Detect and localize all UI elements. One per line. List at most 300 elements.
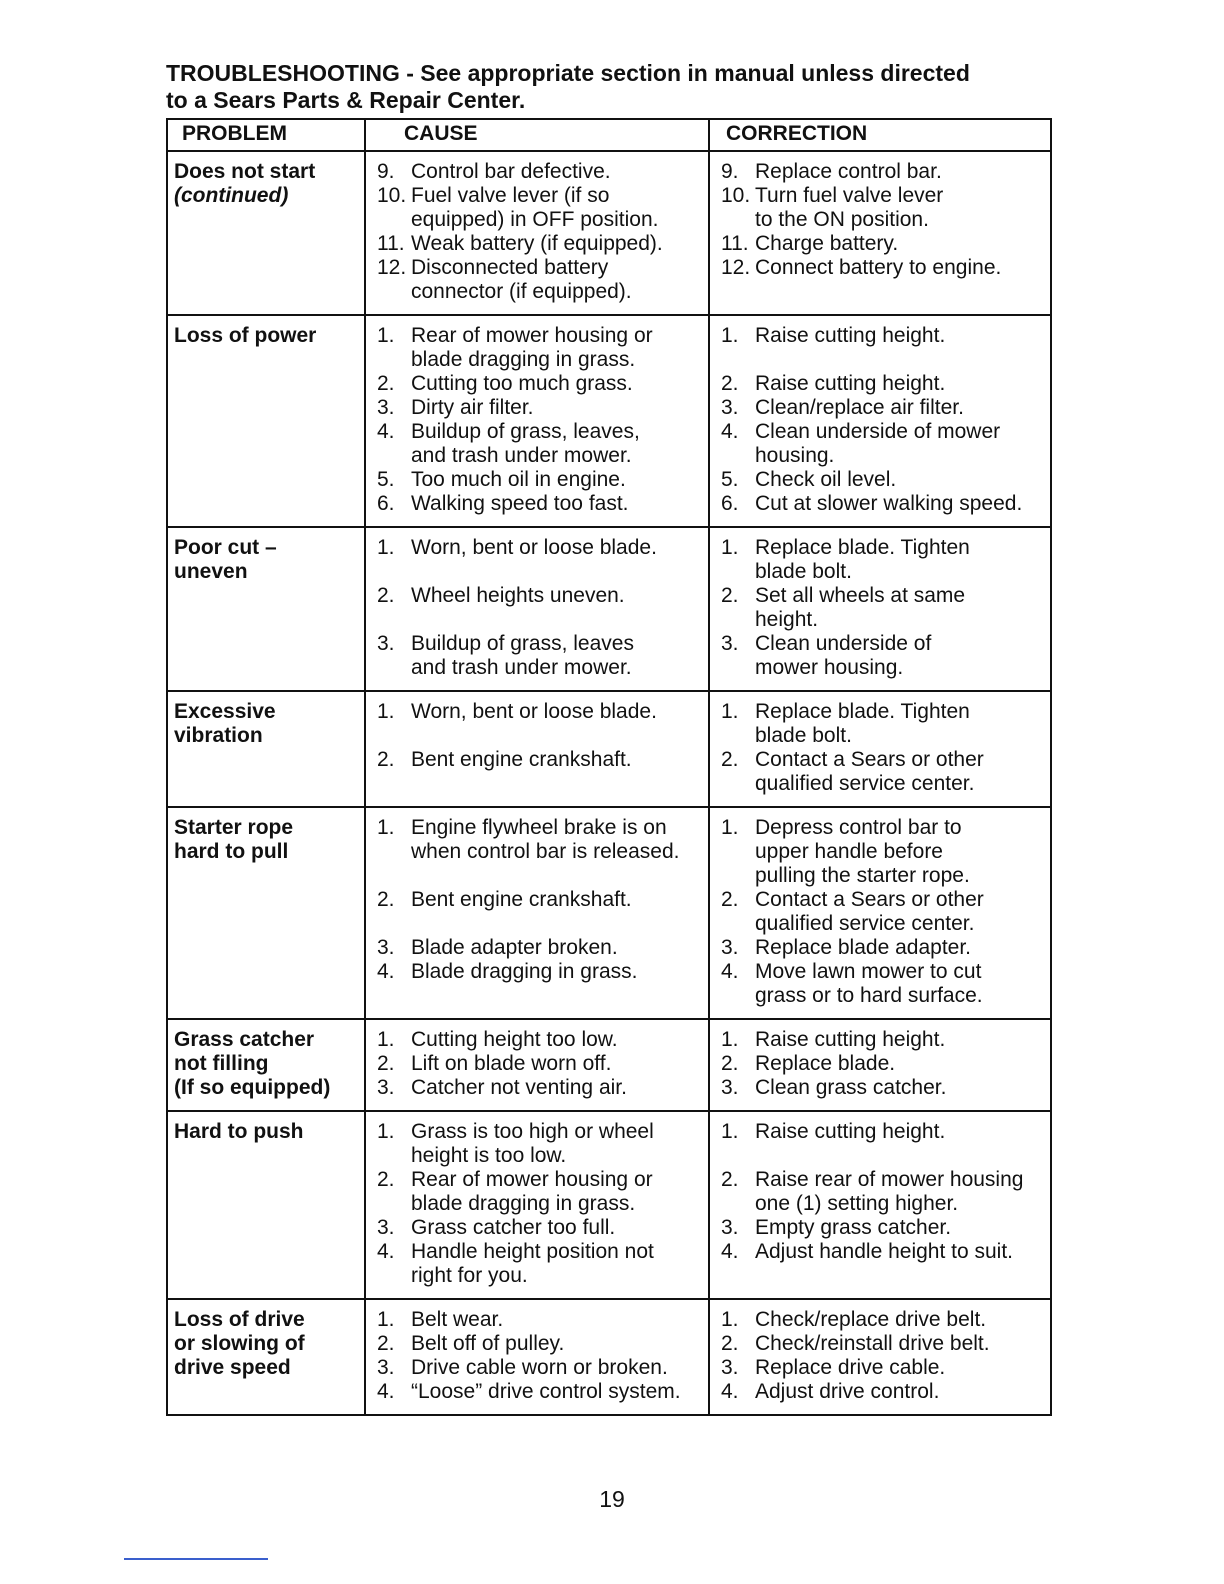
cause-number: 4. — [377, 1240, 395, 1263]
cause-item — [372, 372, 704, 396]
correction-text-line: Replace blade adapter. — [755, 936, 971, 959]
cause-number: 3. — [377, 936, 395, 959]
cause-cell — [365, 1299, 709, 1415]
cause-text — [411, 816, 704, 864]
correction-number: 3. — [721, 936, 739, 959]
cause-text-line: Too much oil in engine. — [411, 468, 626, 491]
cause-cell — [365, 315, 709, 527]
cause-item — [372, 748, 704, 772]
correction-cell — [709, 315, 1051, 527]
cause-text-line: blade dragging in grass. — [411, 1192, 636, 1215]
correction-text-line: Clean grass catcher. — [755, 1076, 947, 1099]
correction-number: 1. — [721, 1028, 739, 1051]
correction-text-line: Replace blade. Tighten — [755, 700, 970, 723]
cause-item — [372, 396, 704, 420]
cause-text — [411, 468, 704, 492]
table-body — [167, 151, 1051, 1415]
cause-text-line: and trash under mower. — [411, 444, 632, 467]
spacer — [372, 560, 704, 584]
correction-text-line: Contact a Sears or other — [755, 748, 984, 771]
problem-line: Grass catcher — [174, 1028, 315, 1051]
correction-number: 3. — [721, 1216, 739, 1239]
correction-item — [716, 1356, 1046, 1380]
correction-text — [755, 256, 1046, 280]
correction-number: 10. — [721, 184, 751, 207]
correction-text-line: Clean underside of mower — [755, 420, 1001, 443]
correction-number: 4. — [721, 420, 739, 443]
cause-cell — [365, 691, 709, 807]
correction-number: 2. — [721, 372, 739, 395]
correction-text — [755, 1308, 1046, 1332]
cause-text-line: “Loose” drive control system. — [411, 1380, 681, 1403]
correction-item — [716, 1216, 1046, 1240]
correction-text-line: Replace control bar. — [755, 160, 942, 183]
correction-number: 3. — [721, 396, 739, 419]
cause-number: 4. — [377, 420, 395, 443]
correction-item — [716, 816, 1046, 888]
cause-text-line: height is too low. — [411, 1144, 567, 1167]
problem-line: (If so equipped) — [174, 1076, 331, 1099]
cause-number: 11. — [377, 232, 405, 255]
cause-number: 4. — [377, 960, 395, 983]
correction-number: 3. — [721, 632, 739, 655]
cause-text-line: Catcher not venting air. — [411, 1076, 627, 1099]
cause-text-line: right for you. — [411, 1264, 528, 1287]
cause-text-line: equipped) in OFF position. — [411, 208, 659, 231]
cause-number: 3. — [377, 1076, 395, 1099]
cause-number: 2. — [377, 888, 395, 911]
cause-text-line: Cutting height too low. — [411, 1028, 618, 1051]
header-cause: CAUSE — [365, 119, 709, 151]
cause-number: 5. — [377, 468, 395, 491]
correction-item — [716, 492, 1046, 516]
correction-item — [716, 1240, 1046, 1264]
page-title — [166, 60, 1066, 114]
correction-text-line: mower housing. — [755, 656, 904, 679]
correction-text-line: blade bolt. — [755, 724, 852, 747]
title-line-1: TROUBLESHOOTING - See appropriate section in manual unless directed — [166, 60, 970, 86]
correction-text — [755, 1168, 1046, 1216]
correction-item — [716, 960, 1046, 1008]
cause-text-line: Belt wear. — [411, 1308, 504, 1331]
spacer — [372, 608, 704, 632]
cause-item — [372, 1356, 704, 1380]
correction-number: 4. — [721, 960, 739, 983]
cause-text-line: Cutting too much grass. — [411, 372, 633, 395]
correction-text-line: Raise cutting height. — [755, 324, 946, 347]
correction-number: 2. — [721, 1332, 739, 1355]
cause-text-line: Blade dragging in grass. — [411, 960, 638, 983]
correction-text — [755, 468, 1046, 492]
cause-number: 3. — [377, 1356, 395, 1379]
cause-item — [372, 1168, 704, 1216]
cause-text — [411, 1356, 704, 1380]
cause-item — [372, 1028, 704, 1052]
correction-text-line: upper handle before — [755, 840, 943, 863]
correction-text-line: Clean underside of — [755, 632, 932, 655]
problem-line: Poor cut – — [174, 536, 277, 559]
correction-number: 1. — [721, 700, 739, 723]
cause-item — [372, 184, 704, 232]
cause-text — [411, 492, 704, 516]
table-header-row — [167, 119, 1051, 151]
problem-line: uneven — [174, 560, 248, 583]
cause-item — [372, 420, 704, 468]
problem-line: hard to pull — [174, 840, 289, 863]
correction-text — [755, 1120, 1046, 1144]
table-row — [167, 1019, 1051, 1111]
correction-text — [755, 1332, 1046, 1356]
cause-text — [411, 936, 704, 960]
cause-cell — [365, 1111, 709, 1299]
cause-text-line: Rear of mower housing or — [411, 324, 653, 347]
cause-text-line: when control bar is released. — [411, 840, 680, 863]
correction-number: 4. — [721, 1380, 739, 1403]
correction-cell — [709, 1019, 1051, 1111]
cause-item — [372, 324, 704, 372]
cause-item — [372, 1120, 704, 1168]
correction-text — [755, 1380, 1046, 1404]
correction-text-line: Replace blade. Tighten — [755, 536, 970, 559]
spacer — [372, 724, 704, 748]
correction-text-line: Check/reinstall drive belt. — [755, 1332, 990, 1355]
correction-text-line: Adjust drive control. — [755, 1380, 940, 1403]
correction-item — [716, 1028, 1046, 1052]
correction-number: 2. — [721, 748, 739, 771]
correction-number: 1. — [721, 536, 739, 559]
table-row — [167, 315, 1051, 527]
correction-text-line: Raise cutting height. — [755, 372, 946, 395]
correction-item — [716, 184, 1046, 232]
table-row — [167, 1111, 1051, 1299]
cause-number: 3. — [377, 396, 395, 419]
correction-cell — [709, 151, 1051, 315]
cause-number: 1. — [377, 1308, 395, 1331]
cause-text — [411, 1240, 704, 1288]
cause-item — [372, 536, 704, 560]
cause-item — [372, 256, 704, 304]
correction-item — [716, 584, 1046, 632]
cause-text — [411, 960, 704, 984]
cause-text — [411, 1052, 704, 1076]
cause-item — [372, 584, 704, 608]
cause-cell — [365, 527, 709, 691]
correction-text — [755, 632, 1046, 680]
correction-text — [755, 1076, 1046, 1100]
correction-text — [755, 160, 1046, 184]
correction-text-line: Raise cutting height. — [755, 1028, 946, 1051]
cause-text — [411, 536, 704, 560]
correction-text — [755, 936, 1046, 960]
correction-item — [716, 536, 1046, 584]
cause-text-line: Fuel valve lever (if so — [411, 184, 610, 207]
cause-text-line: Weak battery (if equipped). — [411, 232, 663, 255]
correction-text-line: qualified service center. — [755, 772, 975, 795]
problem-line: Loss of drive — [174, 1308, 305, 1331]
correction-number: 11. — [721, 232, 749, 255]
cause-text — [411, 632, 704, 680]
cause-number: 2. — [377, 1168, 395, 1191]
correction-text — [755, 1052, 1046, 1076]
correction-text-line: Set all wheels at same — [755, 584, 966, 607]
cause-item — [372, 632, 704, 680]
correction-number: 2. — [721, 584, 739, 607]
cause-text-line: Buildup of grass, leaves, — [411, 420, 640, 443]
cause-number: 12. — [377, 256, 407, 279]
correction-text-line: Raise rear of mower housing — [755, 1168, 1024, 1191]
correction-text — [755, 888, 1046, 936]
cause-number: 10. — [377, 184, 407, 207]
cause-number: 6. — [377, 492, 395, 515]
correction-item — [716, 372, 1046, 396]
cause-item — [372, 960, 704, 984]
cause-item — [372, 1332, 704, 1356]
cause-text-line: Bent engine crankshaft. — [411, 748, 632, 771]
cause-text — [411, 1332, 704, 1356]
correction-text-line: grass or to hard surface. — [755, 984, 983, 1007]
correction-text — [755, 1028, 1046, 1052]
spacer — [716, 1144, 1046, 1168]
cause-text — [411, 396, 704, 420]
correction-text-line: Move lawn mower to cut — [755, 960, 982, 983]
correction-item — [716, 700, 1046, 748]
cause-text-line: Walking speed too fast. — [411, 492, 629, 515]
cause-text-line: connector (if equipped). — [411, 280, 632, 303]
correction-text — [755, 324, 1046, 348]
cause-text — [411, 1308, 704, 1332]
cause-item — [372, 1308, 704, 1332]
cause-item — [372, 1380, 704, 1404]
cause-text — [411, 372, 704, 396]
correction-text-line: Check oil level. — [755, 468, 897, 491]
problem-line: vibration — [174, 724, 263, 747]
correction-item — [716, 420, 1046, 468]
problem-line: Excessive — [174, 700, 276, 723]
problem-cell — [167, 527, 365, 691]
problem-cell — [167, 315, 365, 527]
cause-number: 1. — [377, 700, 395, 723]
cause-number: 9. — [377, 160, 395, 183]
cause-number: 1. — [377, 1120, 395, 1143]
cause-cell — [365, 151, 709, 315]
cause-item — [372, 1076, 704, 1100]
page-number: 19 — [599, 1486, 625, 1512]
correction-text — [755, 584, 1046, 632]
correction-item — [716, 396, 1046, 420]
correction-item — [716, 888, 1046, 936]
correction-text-line: Adjust handle height to suit. — [755, 1240, 1014, 1263]
correction-number: 1. — [721, 324, 739, 347]
correction-text — [755, 184, 1046, 232]
correction-number: 1. — [721, 816, 739, 839]
cause-item — [372, 468, 704, 492]
correction-text-line: pulling the starter rope. — [755, 864, 970, 887]
correction-text — [755, 1240, 1046, 1264]
correction-item — [716, 936, 1046, 960]
correction-cell — [709, 1299, 1051, 1415]
cause-item — [372, 700, 704, 724]
correction-item — [716, 1380, 1046, 1404]
correction-text-line: Depress control bar to — [755, 816, 962, 839]
cause-text-line: Lift on blade worn off. — [411, 1052, 612, 1075]
cause-text-line: Engine flywheel brake is on — [411, 816, 667, 839]
problem-cell — [167, 151, 365, 315]
header-problem: PROBLEM — [167, 119, 365, 151]
cause-number: 1. — [377, 816, 395, 839]
correction-number: 9. — [721, 160, 739, 183]
cause-item — [372, 492, 704, 516]
spacer — [372, 912, 704, 936]
correction-text — [755, 1216, 1046, 1240]
cause-text-line: Grass is too high or wheel — [411, 1120, 654, 1143]
cause-text — [411, 184, 704, 232]
correction-text-line: Contact a Sears or other — [755, 888, 984, 911]
correction-text-line: qualified service center. — [755, 912, 975, 935]
cause-text-line: Disconnected battery — [411, 256, 609, 279]
problem-line: Loss of power — [174, 324, 317, 347]
table-row — [167, 1299, 1051, 1415]
cause-number: 2. — [377, 372, 395, 395]
troubleshooting-table — [166, 118, 1052, 1416]
cause-number: 3. — [377, 632, 395, 655]
cause-text-line: Handle height position not — [411, 1240, 654, 1263]
cause-number: 1. — [377, 324, 395, 347]
cause-item — [372, 1216, 704, 1240]
correction-number: 3. — [721, 1356, 739, 1379]
correction-number: 2. — [721, 1168, 739, 1191]
correction-item — [716, 1332, 1046, 1356]
correction-text — [755, 536, 1046, 584]
cause-cell — [365, 807, 709, 1019]
correction-text — [755, 372, 1046, 396]
cause-number: 2. — [377, 748, 395, 771]
cause-text-line: Wheel heights uneven. — [411, 584, 625, 607]
correction-cell — [709, 527, 1051, 691]
title-line-2: to a Sears Parts & Repair Center. — [166, 87, 526, 113]
problem-cell — [167, 807, 365, 1019]
cause-item — [372, 160, 704, 184]
cause-text-line: Bent engine crankshaft. — [411, 888, 632, 911]
correction-item — [716, 632, 1046, 680]
cause-text-line: Control bar defective. — [411, 160, 611, 183]
correction-text-line: to the ON position. — [755, 208, 929, 231]
correction-text — [755, 492, 1046, 516]
cause-number: 3. — [377, 1216, 395, 1239]
correction-number: 5. — [721, 468, 739, 491]
footer-rule — [124, 1558, 268, 1560]
cause-text — [411, 1216, 704, 1240]
correction-number: 4. — [721, 1240, 739, 1263]
cause-item — [372, 1240, 704, 1288]
correction-text-line: one (1) setting higher. — [755, 1192, 959, 1215]
correction-item — [716, 1076, 1046, 1100]
correction-text-line: Cut at slower walking speed. — [755, 492, 1023, 515]
table-row — [167, 691, 1051, 807]
cause-item — [372, 816, 704, 864]
correction-text-line: Replace drive cable. — [755, 1356, 946, 1379]
correction-item — [716, 160, 1046, 184]
cause-text-line: Rear of mower housing or — [411, 1168, 653, 1191]
cause-text — [411, 1380, 704, 1404]
problem-line: (continued) — [174, 184, 289, 207]
problem-cell — [167, 1111, 365, 1299]
correction-cell — [709, 1111, 1051, 1299]
correction-number: 12. — [721, 256, 751, 279]
problem-line: or slowing of — [174, 1332, 305, 1355]
cause-text-line: Buildup of grass, leaves — [411, 632, 634, 655]
table-row — [167, 527, 1051, 691]
cause-text-line: Drive cable worn or broken. — [411, 1356, 668, 1379]
cause-text-line: Blade adapter broken. — [411, 936, 618, 959]
correction-text — [755, 1356, 1046, 1380]
correction-text-line: Clean/replace air filter. — [755, 396, 964, 419]
cause-text — [411, 256, 704, 304]
correction-cell — [709, 807, 1051, 1019]
cause-text — [411, 324, 704, 372]
cause-number: 1. — [377, 536, 395, 559]
cause-text — [411, 700, 704, 724]
correction-item — [716, 324, 1046, 348]
correction-number: 1. — [721, 1308, 739, 1331]
cause-text-line: Belt off of pulley. — [411, 1332, 565, 1355]
cause-item — [372, 936, 704, 960]
correction-text — [755, 748, 1046, 796]
correction-text-line: Connect battery to engine. — [755, 256, 1002, 279]
correction-text — [755, 960, 1046, 1008]
spacer — [372, 864, 704, 888]
problem-line: drive speed — [174, 1356, 291, 1379]
problem-line: Does not start — [174, 160, 316, 183]
correction-item — [716, 232, 1046, 256]
correction-text-line: height. — [755, 608, 819, 631]
cause-text-line: blade dragging in grass. — [411, 348, 636, 371]
cause-text — [411, 1168, 704, 1216]
problem-line: not filling — [174, 1052, 269, 1075]
correction-item — [716, 1308, 1046, 1332]
cause-text-line: and trash under mower. — [411, 656, 632, 679]
correction-item — [716, 468, 1046, 492]
header-correction: CORRECTION — [709, 119, 1051, 151]
correction-text-line: Charge battery. — [755, 232, 899, 255]
cause-item — [372, 1052, 704, 1076]
cause-text — [411, 748, 704, 772]
correction-item — [716, 1120, 1046, 1144]
correction-item — [716, 1052, 1046, 1076]
correction-text — [755, 420, 1046, 468]
correction-number: 2. — [721, 1052, 739, 1075]
cause-text-line: Dirty air filter. — [411, 396, 534, 419]
correction-number: 1. — [721, 1120, 739, 1143]
cause-cell — [365, 1019, 709, 1111]
table-row — [167, 807, 1051, 1019]
correction-text-line: Check/replace drive belt. — [755, 1308, 987, 1331]
correction-text — [755, 232, 1046, 256]
correction-item — [716, 748, 1046, 796]
cause-number: 2. — [377, 1052, 395, 1075]
cause-text — [411, 888, 704, 912]
cause-text — [411, 232, 704, 256]
correction-number: 3. — [721, 1076, 739, 1099]
cause-number: 2. — [377, 584, 395, 607]
cause-number: 1. — [377, 1028, 395, 1051]
cause-text — [411, 160, 704, 184]
cause-text-line: Worn, bent or loose blade. — [411, 700, 657, 723]
cause-item — [372, 232, 704, 256]
correction-text-line: Empty grass catcher. — [755, 1216, 952, 1239]
cause-text-line: Grass catcher too full. — [411, 1216, 616, 1239]
correction-cell — [709, 691, 1051, 807]
problem-cell — [167, 1019, 365, 1111]
